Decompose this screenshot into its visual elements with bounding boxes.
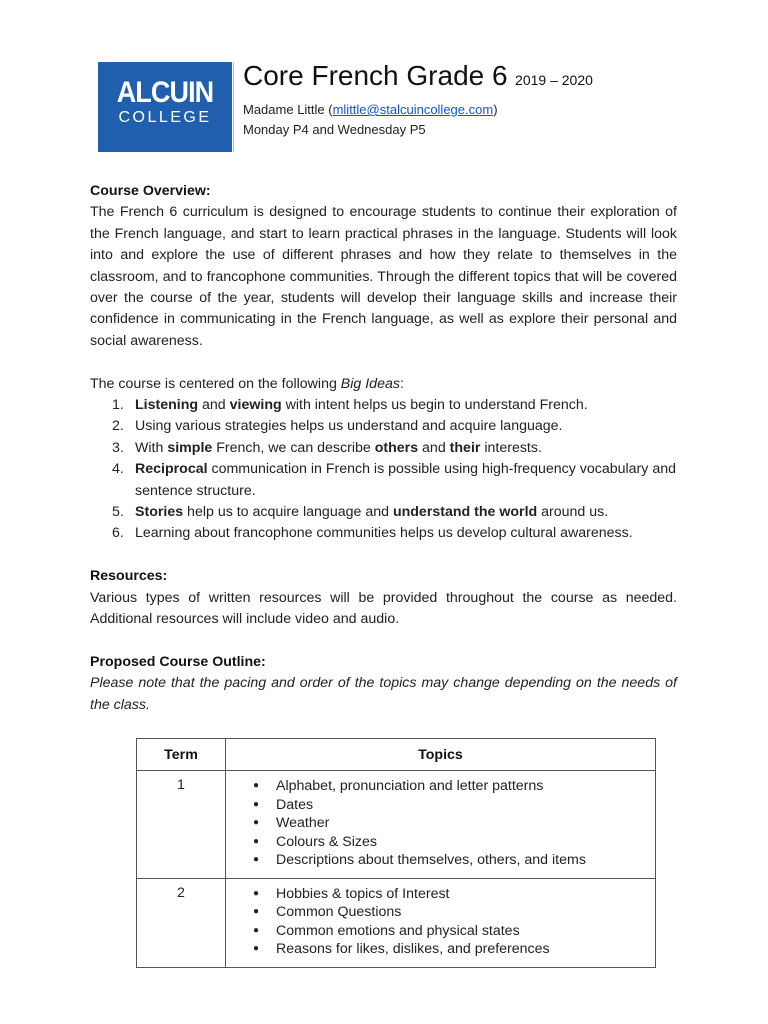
bold-phrase: viewing — [229, 397, 282, 414]
big-ideas-term: Big Ideas — [340, 375, 400, 392]
topics-cell — [226, 878, 656, 967]
list-number: 2. — [112, 418, 124, 435]
topic-item: ● Reasons for likes, dislikes, and preferences — [226, 940, 655, 959]
text-run: communication in French is possible using high-frequency vocabulary and sentence structure. — [135, 461, 676, 499]
topics-list — [226, 885, 655, 959]
teacher-paren-close: ) — [493, 102, 498, 117]
schedule-line: Monday P4 and Wednesday P5 — [243, 122, 426, 137]
bold-phrase: simple — [167, 439, 213, 456]
bold-phrase: Listening — [135, 397, 199, 414]
topic-item: ● Dates — [226, 796, 655, 815]
big-idea-item — [90, 459, 677, 502]
text-run: with intent helps us begin to understand French. — [281, 397, 588, 414]
teacher-line — [243, 100, 593, 120]
big-idea-item — [90, 416, 677, 437]
big-ideas-intro — [90, 374, 677, 395]
table-row — [137, 771, 656, 879]
title-line — [243, 60, 593, 92]
bold-phrase: their — [449, 439, 481, 456]
logo-wordmark-alcuin: ALCUIN — [116, 76, 214, 109]
document-body — [90, 181, 677, 716]
overview-heading: Course Overview: — [90, 183, 211, 199]
course-outline-table — [136, 738, 656, 968]
resources-paragraph: Various types of written resources will be provided throughout the course as needed. Additional resources will include video and audio. — [90, 589, 677, 628]
text-run: interests. — [480, 439, 542, 456]
topic-item: ● Alphabet, pronunciation and letter patterns — [226, 777, 655, 796]
topic-item: ● Common emotions and physical states — [226, 922, 655, 941]
topic-item: ● Colours & Sizes — [226, 833, 655, 852]
big-ideas-list — [90, 395, 677, 545]
list-number: 1. — [112, 397, 124, 414]
header-divider — [233, 62, 234, 152]
big-idea-item — [90, 438, 677, 459]
list-number: 5. — [112, 504, 124, 521]
topic-item: ● Common Questions — [226, 903, 655, 922]
column-header-topics: Topics — [226, 739, 656, 771]
school-year: 2019 – 2020 — [515, 72, 593, 88]
outline-note: Please note that the pacing and order of the topics may change depending on the needs of the class. — [90, 675, 677, 713]
table-row — [137, 878, 656, 967]
overview-paragraph: The French 6 curriculum is designed to encourage students to continue their exploration of the French language, and start to learn practical phrases in the language. Students will look into and explore the use of different phrases and how they relate to themselves in the classroom, and to francophone communities. Through the different topics that will be covered over the course of the year, students will develop their language skills and increase their confidence in communicating in the French language, as well as explore their personal and social awareness. — [90, 204, 677, 349]
text-run: Learning about francophone communities helps us develop cultural awareness. — [135, 525, 633, 542]
column-header-term: Term — [137, 739, 226, 771]
table-header-row — [137, 739, 656, 771]
topics-list — [226, 777, 655, 870]
text-run: and — [418, 439, 450, 456]
list-number: 4. — [112, 461, 124, 478]
resources-heading: Resources: — [90, 568, 168, 585]
big-ideas-colon: : — [399, 375, 404, 392]
big-idea-item — [90, 502, 677, 523]
teacher-email-link[interactable]: mlittle@stalcuincollege.com — [332, 102, 494, 117]
topic-item: ● Weather — [226, 814, 655, 833]
topics-cell — [226, 771, 656, 879]
teacher-name: Madame Little ( — [243, 102, 333, 117]
big-idea-item — [90, 523, 677, 544]
bold-phrase: others — [374, 439, 419, 456]
big-idea-item — [90, 395, 677, 416]
outline-heading: Proposed Course Outline: — [90, 653, 266, 670]
big-ideas-intro-text: The course is centered on the following — [90, 375, 341, 392]
term-cell: 1 — [137, 771, 226, 879]
term-cell: 2 — [137, 878, 226, 967]
document-header — [243, 60, 593, 140]
bold-phrase: Reciprocal — [135, 461, 208, 478]
page-title: Core French Grade 6 — [243, 60, 508, 91]
bold-phrase: Stories — [135, 504, 184, 521]
text-run: Using various strategies helps us understand and acquire language. — [135, 418, 563, 435]
list-number: 6. — [112, 525, 124, 542]
college-logo — [98, 62, 232, 152]
text-run: With — [135, 439, 168, 456]
topic-item: ● Descriptions about themselves, others, and items — [226, 851, 655, 870]
bold-phrase: understand the world — [392, 504, 538, 521]
text-run: and — [198, 397, 230, 414]
text-run: help us to acquire language and — [183, 504, 393, 521]
logo-wordmark-college: COLLEGE — [118, 109, 212, 126]
list-number: 3. — [112, 439, 124, 456]
topic-item: ● Hobbies & topics of Interest — [226, 885, 655, 904]
text-run: French, we can describe — [212, 439, 375, 456]
text-run: around us. — [537, 504, 609, 521]
